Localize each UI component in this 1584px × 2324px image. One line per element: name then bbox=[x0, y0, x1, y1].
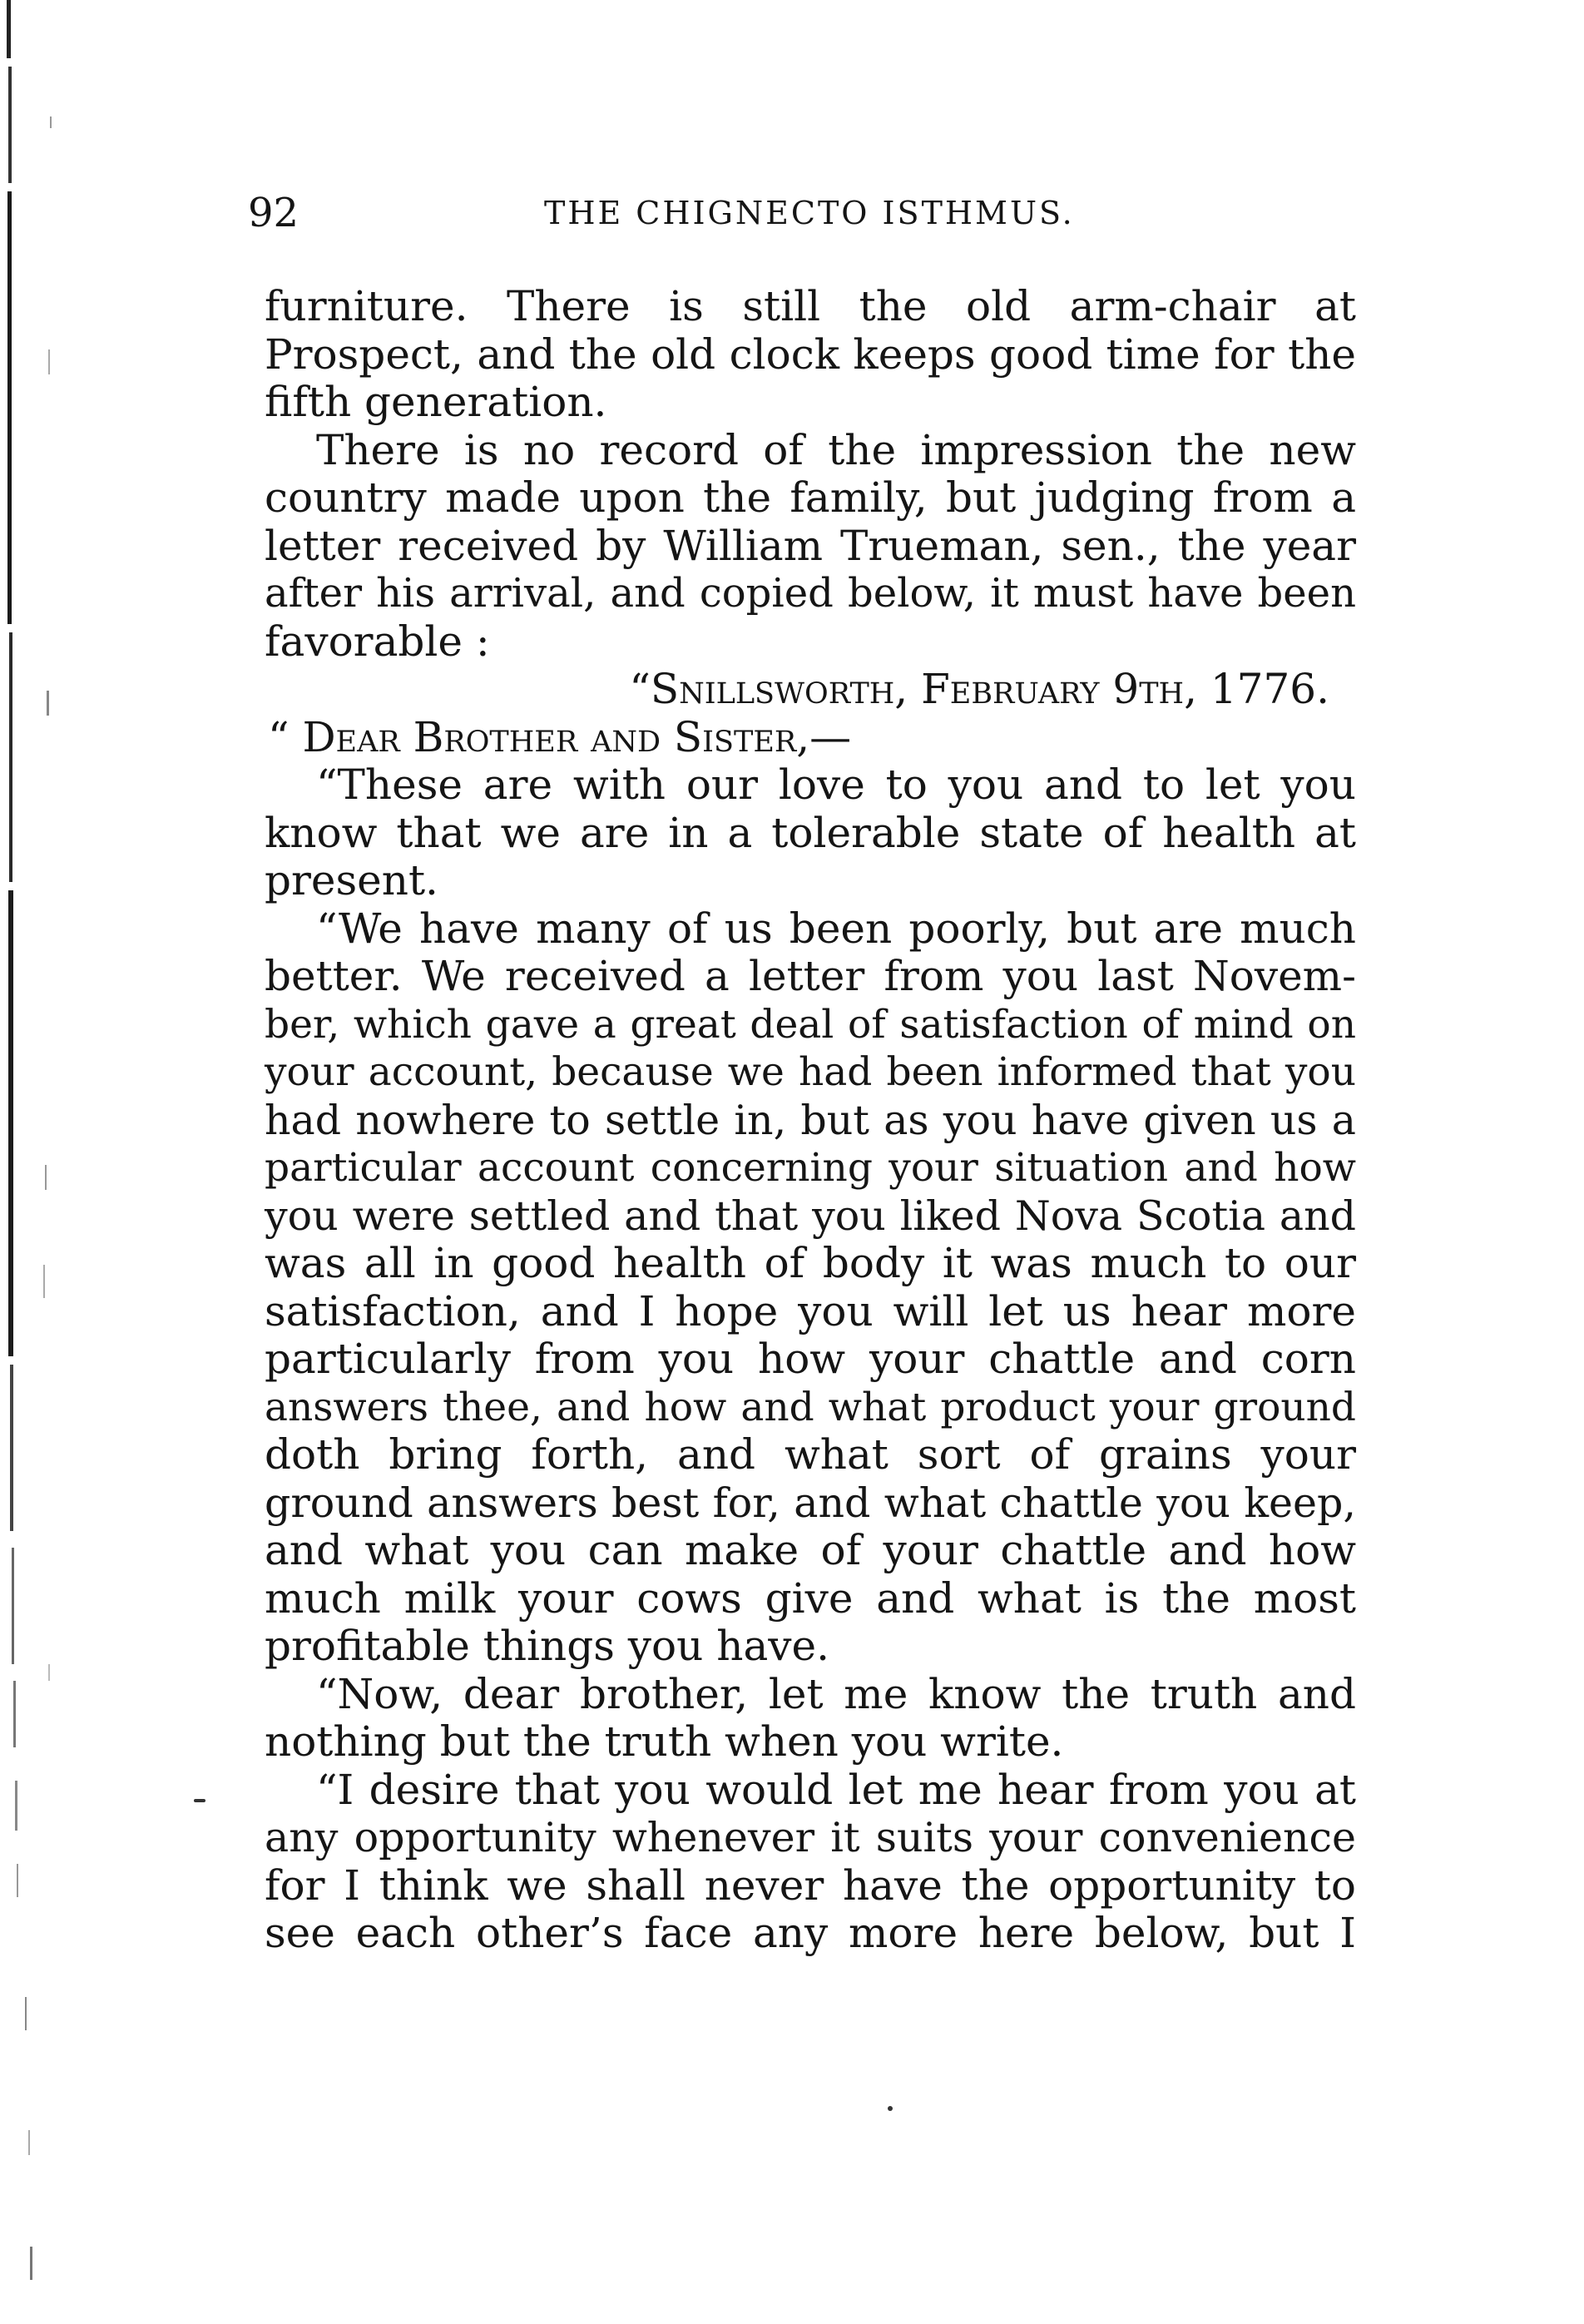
text-line: There is no record of the impression the new bbox=[316, 425, 1356, 474]
text-line: doth bring forth, and what sort of grains your bbox=[265, 1430, 1356, 1479]
text-line: furniture. There is still the old arm-chair at bbox=[265, 282, 1356, 330]
running-head: THE CHIGNECTO ISTHMUS. bbox=[544, 195, 1075, 231]
text-line: nothing but the truth when you write. bbox=[265, 1717, 1064, 1766]
text-line: “We have many of us been poorly, but are much bbox=[316, 904, 1356, 953]
letter-salutation: “ Dear Brother and Sister,— bbox=[268, 712, 852, 761]
text-line: answers thee, and how and what product your ground bbox=[265, 1384, 1356, 1430]
page-number: 92 bbox=[248, 190, 299, 236]
text-line: and what you can make of your chattle and how bbox=[265, 1526, 1356, 1574]
text-line: profitable things you have. bbox=[265, 1622, 829, 1670]
page-header bbox=[248, 190, 1363, 248]
text-line: your account, because we had been informed that you bbox=[265, 1049, 1356, 1095]
text-line: for I think we shall never have the opportunity to bbox=[265, 1861, 1356, 1910]
text-line: “Now, dear brother, let me know the truth and bbox=[316, 1669, 1356, 1718]
text-line: know that we are in a tolerable state of health at bbox=[265, 808, 1356, 857]
text-line: present. bbox=[265, 856, 438, 904]
text-line: “These are with our love to you and to let you bbox=[316, 761, 1356, 809]
text-line: particularly from you how your chattle and corn bbox=[265, 1335, 1356, 1383]
text-line: ground answers best for, and what chattle you keep, bbox=[265, 1479, 1356, 1527]
letter-dateline: “Snillsworth, February 9th, 1776. bbox=[629, 665, 1329, 713]
stray-dot-mark bbox=[888, 2106, 893, 2111]
text-line: you were settled and that you liked Nova Scotia and bbox=[265, 1192, 1356, 1240]
text-line: satisfaction, and I hope you will let us hear more bbox=[265, 1286, 1356, 1335]
scan-edge-marks bbox=[0, 0, 52, 2324]
text-line: any opportunity whenever it suits your convenience bbox=[265, 1814, 1356, 1861]
text-line: much milk your cows give and what is the most bbox=[265, 1573, 1356, 1623]
text-line: particular account concerning your situation and how bbox=[265, 1145, 1356, 1191]
text-line: letter received by William Trueman, sen., the year bbox=[265, 521, 1356, 570]
text-line: better. We received a letter from you last Novem- bbox=[265, 952, 1356, 1000]
text-line: Prospect, and the old clock keeps good time for the bbox=[265, 330, 1356, 379]
text-line: ber, which gave a great deal of satisfaction of mind on bbox=[265, 1001, 1356, 1048]
text-line: see each other’s face any more here below, but I bbox=[265, 1909, 1356, 1957]
text-line: “I desire that you would let me hear from you at bbox=[316, 1765, 1356, 1814]
text-line: was all in good health of body it was much to our bbox=[265, 1239, 1356, 1287]
text-line: had nowhere to settle in, but as you have given us a bbox=[265, 1096, 1356, 1144]
margin-dash-mark bbox=[194, 1799, 205, 1802]
text-line: fifth generation. bbox=[265, 378, 607, 426]
text-line: country made upon the family, but judging from a bbox=[265, 473, 1356, 522]
text-line: favorable : bbox=[265, 617, 490, 666]
body-text bbox=[265, 283, 1356, 1958]
text-line: after his arrival, and copied below, it must have been bbox=[265, 570, 1356, 617]
